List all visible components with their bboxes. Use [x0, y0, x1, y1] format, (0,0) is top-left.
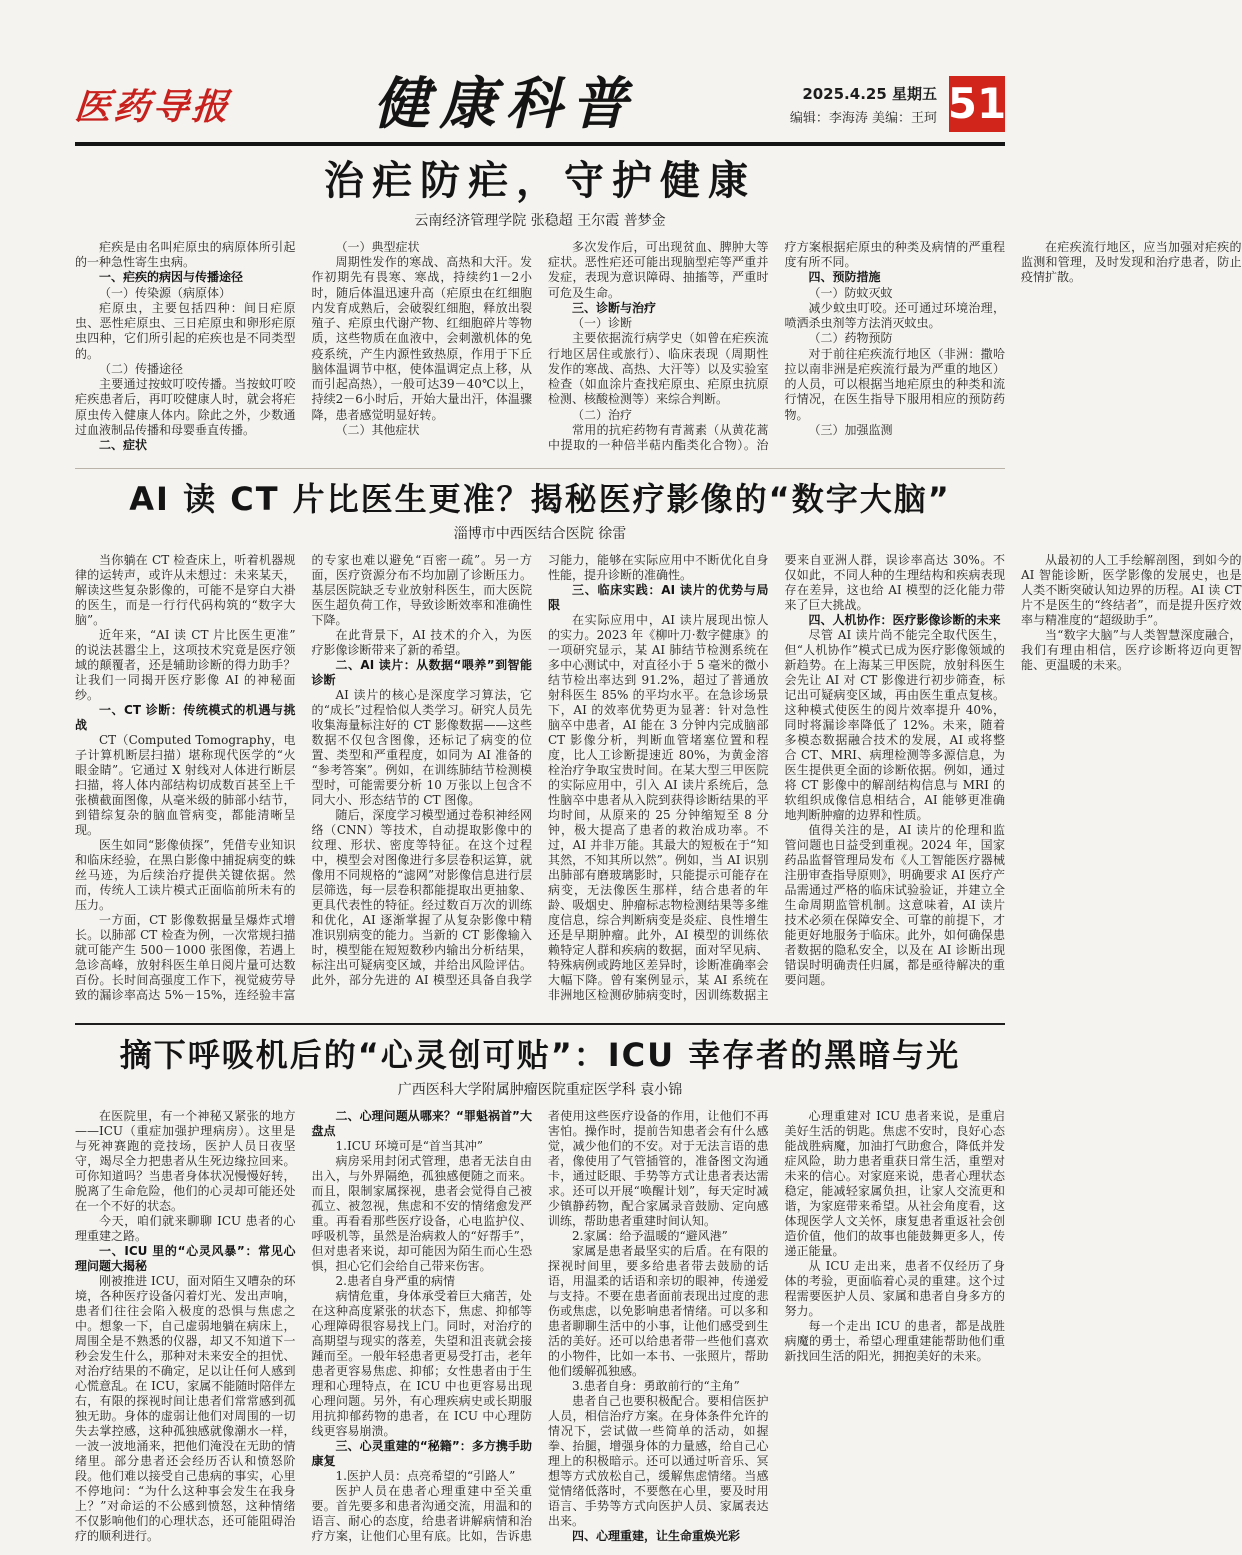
- body-subheading: 三、诊断与治疗: [572, 300, 657, 315]
- body-subheading: 三、临床实践：AI 读片的优势与局限: [548, 583, 769, 612]
- masthead-logo: 医药导报: [72, 85, 233, 128]
- body-paragraph: 疟疾是由名叫疟原虫的病原体所引起的一种急性寄生虫病。: [75, 240, 296, 270]
- header-meta: [790, 83, 937, 126]
- article-body: [75, 553, 1242, 1013]
- body-paragraph: 在医院里，有一个神秘又紧张的地方——ICU（重症加强护理病房）。这里是与死神赛跑的竞技场，医护人员日夜坚守，竭尽全力把患者从生死边缘拉回来。可你知道吗？当患者身体状况慢慢好转，脱离了生命危险，他们的心灵却可能还处在一个不好的状态。: [75, 1109, 296, 1213]
- body-paragraph: 家属是患者最坚实的后盾。在有限的探视时间里，要多给患者带去鼓励的话语，用温柔的话语和亲切的眼神，传递爱与支持。不要在患者面前表现出过度的悲伤或焦虑，以免影响患者情绪。可以多和患者聊聊生活中的小事，让他们感受到生活的美好。还可以给患者带一些他们喜欢的小物件，比如一本书、一张照片，帮助他们缓解孤独感。: [548, 1244, 769, 1378]
- body-paragraph: 一方面，CT 影像数据量呈爆炸式增长。以肺部 CT 检查为例，一次常规扫描就可能产生 500－1000 张图像，若遇上急诊高峰，放射科医生单日阅片量可达数百份。长时间高强度工作下，视觉疲劳导致的漏诊率高达 5%－15%，连经验丰富的专家也难以避免“百密一疏”。另一方面，医疗资源分布不均加剧了诊断压力。基层医院缺乏专业放射科医生，而大医院医生超负荷工作，导致诊断效率和准确性下降。: [75, 553, 532, 1002]
- article-byline: 淄博市中西医结合医院 徐雷: [453, 526, 627, 542]
- body-paragraph: 心理重建对 ICU 患者来说，是重启美好生活的钥匙。焦虑不安时，良好心态能战胜病魔，加油打气助愈合，降低并发症风险，助力患者重获日常生活，重塑对未来的信心。对家庭来说，患者心理状态稳定，能减轻家属负担，让家人交流更和谐，为家庭带来希望。从社会角度看，这体现医学人文关怀，康复患者重返社会创造价值，他们的故事也能鼓舞更多人，传递正能量。: [784, 1109, 1005, 1258]
- body-paragraph: （一）传染源（病原体）: [99, 285, 232, 300]
- article-divider: [75, 1023, 1005, 1025]
- body-paragraph: 今天，咱们就来聊聊 ICU 患者的心理重建之路。: [75, 1214, 296, 1243]
- body-paragraph: 随后，深度学习模型通过卷积神经网络（CNN）等技术，自动提取影像中的纹理、形状、密度等特征。在这个过程中，模型会对图像进行多层卷积运算，就像用不同规格的“滤网”对影像信息进行层层筛选，每一层卷积都能提取出更抽象、更具代表性的特征。经过数百万次的训练和优化，AI 逐渐掌握了从复杂影像中精准识别病变的能力。当新的 CT 影像输入时，模型能在短短数秒内输出分析结果，标注出可疑病变区域，并给出风险评估。此外，部分先进的 AI 模型还具备自我学习能力，能够在实际应用中不断优化自身性能，提升诊断的准确性。: [311, 553, 769, 987]
- article-icu: [75, 1035, 1005, 1555]
- body-paragraph: CT（Computed Tomography，电子计算机断层扫描）堪称现代医学的“火眼金睛”。它通过 X 射线对人体进行断层扫描，将人体内部结构切成数百甚至上千张横截面图像，从毫米级的肺部小结节，到错综复杂的脑血管病变，都能清晰呈现。: [75, 733, 296, 837]
- body-paragraph: 在此背景下，AI 技术的介入，为医疗影像诊断带来了新的希望。: [311, 628, 532, 657]
- body-subheading: 一、ICU 里的“心灵风暴”：常见心理问题大揭秘: [75, 1244, 296, 1273]
- article-title: 治疟防疟，守护健康: [324, 158, 756, 204]
- body-subheading: 二、心理问题从哪来？“罪魁祸首”大盘点: [311, 1109, 532, 1138]
- body-paragraph: 近年来，“AI 读 CT 片比医生更准”的说法甚嚣尘上，这项技术究竟是医疗领域的颠覆者，还是辅助诊断的得力助手？让我们一同揭开医疗影像 AI 的神秘面纱。: [75, 628, 296, 702]
- body-subheading: 一、CT 诊断：传统模式的机遇与挑战: [75, 703, 296, 732]
- article-byline: 广西医科大学附属肿瘤医院重症医学科 袁小锦: [397, 1082, 683, 1098]
- body-paragraph: 病房采用封闭式管理，患者无法自由出入，与外界隔绝，孤独感便随之而来。而且，限制家属探视，患者会觉得自己被孤立、被忽视，焦虑和不安的情绪愈发严重。再看看那些医疗设备，心电监护仪、呼吸机等，虽然是治病救人的“好帮手”，但对患者来说，却可能因为陌生而心生恐惧，担心它们会给自己带来伤害。: [311, 1154, 532, 1273]
- body-paragraph: 当“数字大脑”与人类智慧深度融合，我们有理由相信，医疗诊断将迈向更智能、更温暖的未来。: [1021, 628, 1242, 672]
- body-paragraph: 在疟疾流行地区，应当加强对疟疾的监测和管理，及时发现和治疗患者，防止疫情扩散。: [1021, 240, 1242, 285]
- section-title: 健康科普: [373, 71, 638, 137]
- page-header: [72, 71, 1007, 146]
- body-paragraph: （二）治疗: [572, 407, 633, 422]
- editor-line: 编辑：李海涛 美编：王珂: [789, 110, 937, 126]
- body-paragraph: 1.医护人员：点亮希望的“引路人”: [335, 1469, 516, 1483]
- body-paragraph: 医生如同“影像侦探”，凭借专业知识和临床经验，在黑白影像中捕捉病变的蛛丝马迹，为后续治疗提供关键依据。然而，传统人工读片模式正面临前所未有的压力。: [75, 838, 296, 912]
- body-paragraph: 2.家属：给予温暖的“避风港”: [572, 1229, 728, 1243]
- body-paragraph: AI 读片的核心是深度学习算法，它的“成长”过程恰似人类学习。研究人员先收集海量标注好的 CT 影像数据——这些数据不仅包含图像，还标记了病变的位置、类型和严重程度，如同为 AI 准备的“参考答案”。例如，在训练肺结节检测模型时，可能需要分析 10 万张以上包含不同大小、形态结节的 CT 图像。: [311, 688, 532, 807]
- body-paragraph: 周期性发作的寒战、高热和大汗。发作初期先有畏寒、寒战，持续约1－2小时，随后体温迅速升高（疟原虫在红细胞内发育成熟后，会破裂红细胞，释放出裂殖子、疟原虫代谢产物、红细胞碎片等物质，这些物质在血液中，会刺激机体的免疫系统，产生内源性致热原，作用于下丘脑体温调节中枢，使体温调定点上移，从而引起高热），一般可达39－40℃以上，持续2－6小时后，开始大量出汗，体温骤降，患者感觉明显好转。: [311, 255, 532, 422]
- article-body: [75, 1109, 1005, 1555]
- article-malaria: [75, 156, 1242, 460]
- body-paragraph: 1.ICU 环境可是“首当其冲”: [335, 1139, 484, 1153]
- article-title: AI 读 CT 片比医生更准？揭秘医疗影像的“数字大脑”: [129, 480, 951, 518]
- article-byline: 云南经济管理学院 张稳超 王尔霞 普梦金: [414, 213, 666, 229]
- article-title: 摘下呼吸机后的“心灵创可贴”：ICU 幸存者的黑暗与光: [119, 1036, 961, 1074]
- body-subheading: 四、预防措施: [808, 270, 881, 285]
- body-paragraph: 疟原虫，主要包括四种：间日疟原虫、恶性疟原虫、三日疟原虫和卵形疟原虫四种，它们所引起的疟疾也是不同类型的。: [75, 300, 296, 361]
- newspaper-page: [72, 0, 1242, 1555]
- body-paragraph: 医护人员在患者心理重建中至关重要。首先要多和患者沟通交流，用温和的语言、耐心的态度，给患者讲解病情和治疗方案，让他们心里有底。比如，告诉患者使用这些医疗设备的作用，让他们不再害怕。操作时，提前告知患者会有什么感觉，减少他们的不安。对于无法言语的患者，像使用了气管插管的，准备图文沟通卡，通过眨眼、手势等方式让患者表达需求。还可以开展“唤醒计划”，每天定时减少镇静药物，配合家属录音鼓励、定向感训练，帮助患者重建时间认知。: [311, 1109, 769, 1543]
- article-ai-ct: [75, 479, 1242, 1013]
- body-paragraph: 2.患者自身严重的病情: [335, 1274, 455, 1288]
- body-paragraph: （一）诊断: [572, 316, 633, 331]
- article-divider: [75, 468, 1005, 469]
- body-subheading: 二、AI 读片：从数据“喂养”到智能诊断: [311, 658, 532, 687]
- body-paragraph: 在实际应用中，AI 读片展现出惊人的实力。2023 年《柳叶刀·数字健康》的一项研究显示，某 AI 肺结节检测系统在多中心测试中，对直径小于 5 毫米的微小结节检出率达到 91.2%，超过了普通放射科医生 85% 的平均水平。在急诊场景下，AI 的效率优势更为显著：针对急性脑卒中患者，AI 能在 3 分钟内完成脑部 CT 影像分析，判断血管堵塞位置和程度，比人工诊断提速近 80%，为黄金溶栓治疗争取宝贵时间。在某大型三甲医院的实际应用中，引入 AI 读片系统后，急性脑卒中患者从入院到获得诊断结果的平均时间，从原来的 25 分钟缩短至 8 分钟，极大提高了患者的救治成功率。不过，AI 并非万能。其最大的短板在于“知其然，不知其所以然”。例如，当 AI 识别出肺部有磨玻璃影时，只能提示可能存在病变，无法像医生那样，结合患者的年龄、吸烟史、肿瘤标志物检测结果等多维度信息，综合判断病变是炎症、良性增生还是早期肿瘤。此外，AI 模型的训练依赖特定人群和疾病的数据，面对罕见病、特殊病例或跨地区差异时，诊断准确率会大幅下降。曾有案例显示，某 AI 系统在非洲地区检测矽肺病变时，因训练数据主要来自亚洲人群，误诊率高达 30%。不仅如此，不同人种的生理结构和疾病表现存在差异，这也给 AI 模型的泛化能力带来了巨大挑战。: [548, 553, 1005, 1002]
- body-paragraph: 值得关注的是，AI 读片的伦理和监管问题也日益受到重视。2024 年，国家药品监督管理局发布《人工智能医疗器械注册审查指导原则》，明确要求 AI 医疗产品需通过严格的临床试验验证，并建立全生命周期监管机制。这意味着，AI 读片技术必须在保障安全、可靠的前提下，才能更好地服务于临床。此外，如何确保患者数据的隐私安全，以及在 AI 诊断出现错误时明确责任归属，都是亟待解决的重要问题。: [784, 823, 1005, 987]
- body-paragraph: 病情危重，身体承受着巨大痛苦，处在这种高度紧张的状态下，焦虑、抑郁等心理障碍很容易找上门。同时，对治疗的高期望与现实的落差，失望和沮丧就会接踵而至。一般年轻患者更易受打击，老年患者更容易焦虑、抑郁；女性患者由于生理和心理特点，在 ICU 中也更容易出现心理问题。另外，有心理疾病史或长期服用抗抑郁药物的患者，在 ICU 中心理防线更容易崩溃。: [311, 1289, 532, 1438]
- body-paragraph: （一）典型症状: [335, 240, 420, 254]
- body-subheading: 四、人机协作：医疗影像诊断的未来: [808, 613, 1001, 627]
- body-paragraph: 主要通过按蚊叮咬传播。当按蚊叮咬疟疾患者后，再叮咬健康人时，就会将疟原虫传入健康人体内。除此之外，少数通过血液制品传播和母婴垂直传播。: [75, 377, 296, 437]
- body-subheading: 二、症状: [99, 438, 148, 453]
- body-paragraph: 患者自己也要积极配合。要相信医护人员，相信治疗方案。在身体条件允许的情况下，尝试做一些简单的活动，如握拳、抬腿，增强身体的力量感，给自己心理上的积极暗示。还可以通过听音乐、冥想等方式放松自己，缓解焦虑情绪。当感觉情绪低落时，不要憋在心里，要及时用语言、手势等方式向医护人员、家属表达出来。: [548, 1394, 769, 1528]
- body-paragraph: 3.患者自身：勇敢前行的“主角”: [572, 1379, 740, 1393]
- body-paragraph: （二）药物预防: [808, 331, 893, 346]
- body-paragraph: （三）加强监测: [808, 422, 893, 437]
- body-subheading: 三、心灵重建的“秘籍”：多方携手助康复: [311, 1439, 532, 1468]
- body-paragraph: （一）防蚊灭蚊: [808, 285, 893, 300]
- body-paragraph: 尽管 AI 读片尚不能完全取代医生，但“人机协作”模式已成为医疗影像领域的新趋势。在上海某三甲医院，放射科医生会先让 AI 对 CT 影像进行初步筛查，标记出可疑病变区域，再由医生重点复核。这种模式使医生的阅片效率提升 40%，同时将漏诊率降低了 12%。未来，随着多模态数据融合技术的发展，AI 或将整合 CT、MRI、病理检测等多源信息，为医生提供更全面的诊断依据。例如，通过将 CT 影像中的解剖结构信息与 MRI 的软组织成像信息相结合，AI 能够更准确地判断肿瘤的边界和性质。: [784, 628, 1005, 822]
- date-line: 2025.4.25 星期五: [802, 84, 937, 103]
- body-subheading: 四、心理重建，让生命重焕光彩: [572, 1529, 741, 1543]
- body-paragraph: 从 ICU 走出来，患者不仅经历了身体的考验，更面临着心灵的重建。这个过程需要医护人员、家属和患者自身多方的努力。: [784, 1259, 1005, 1318]
- body-paragraph: 从最初的人工手绘解剖图，到如今的 AI 智能诊断，医学影像的发展史，也是人类不断突破认知边界的历程。AI 读 CT 片不是医生的“终结者”，而是提升医疗效率与精准度的“超级助手”。: [1021, 553, 1242, 627]
- body-paragraph: 多次发作后，可出现贫血、脾肿大等症状。恶性疟还可能出现脑型疟等严重并发症，表现为意识障碍、抽搐等，严重时可危及生命。: [548, 240, 769, 300]
- body-paragraph: （二）其他症状: [335, 422, 420, 437]
- page-number-badge: 51: [949, 76, 1005, 132]
- body-paragraph: 对于前往疟疾流行地区（非洲：撒哈拉以南非洲是疟疾流行最为严重的地区）的人员，可以根据当地疟原虫的种类和流行情况，在医生指导下服用相应的预防药物。: [784, 346, 1005, 422]
- body-paragraph: 刚被推进 ICU，面对陌生又嘈杂的环境，各种医疗设备闪着灯光、发出声响，患者们往往会陷入极度的恐惧与焦虑之中。想象一下，自己虚弱地躺在病床上，周围全是不熟悉的仪器，却又不知道下一秒会发生什么，那种对未来安全的担忧、对治疗结果的不确定，足以让任何人感到心慌意乱。在 ICU，家属不能随时陪伴左右，有限的探视时间让患者们常常感到孤独无助。身体的虚弱让他们对周围的一切失去掌控感，这种孤独感就像潮水一样，一波一波地涌来，把他们淹没在无助的情绪里。部分患者还会经历否认和愤怒阶段。他们难以接受自己患病的事实，心里不停地问：“为什么这种事会发生在我身上？”对命运的不公感到愤怒，这种情绪不仅影响他们的心理状态，还可能阻碍治疗的顺利进行。: [75, 1274, 296, 1543]
- body-paragraph: 常用的抗疟药物有青蒿素（从黄花蒿中提取的一种倍半萜内酯类化合物）。治疗方案根据疟原虫的种类及病情的严重程度有所不同。: [548, 240, 1005, 453]
- body-paragraph: 当你躺在 CT 检查床上，听着机器规律的运转声，或许从未想过：未来某天，解读这些复杂影像的，可能不是穿白大褂的医生，而是一行行代码构筑的“数字大脑”。: [75, 553, 296, 627]
- body-subheading: 一、疟疾的病因与传播途径: [99, 270, 244, 285]
- body-paragraph: 减少蚊虫叮咬。还可通过环境治理，喷洒杀虫剂等方法消灭蚊虫。: [784, 300, 1005, 331]
- body-paragraph: 主要依据流行病学史（如曾在疟疾流行地区居住或旅行）、临床表现（周期性发作的寒战、高热、大汗等）以及实验室检查（如血涂片查找疟原虫、疟原虫抗原检测、核酸检测等）来综合判断。: [548, 331, 769, 407]
- body-paragraph: （二）传播途径: [99, 361, 184, 376]
- body-paragraph: 每一个走出 ICU 的患者，都是战胜病魔的勇士，希望心理重建能帮助他们重新找回生活的阳光，拥抱美好的未来。: [784, 1319, 1005, 1363]
- article-body: [75, 240, 1242, 460]
